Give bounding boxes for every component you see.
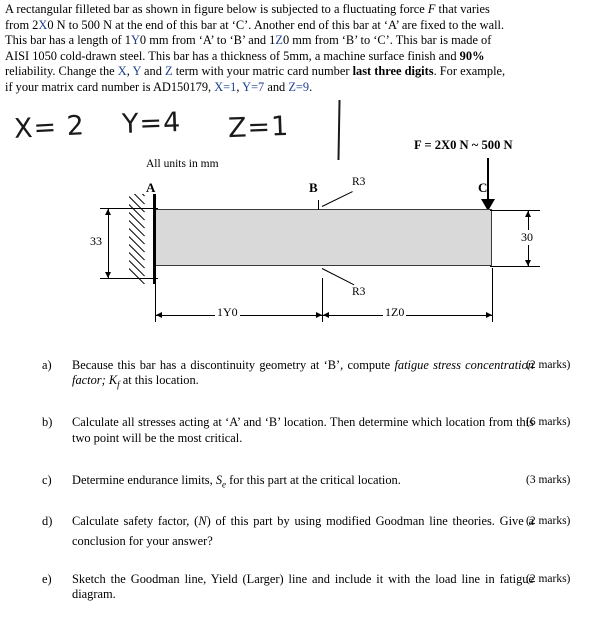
- question-text-subscript: e: [222, 479, 227, 490]
- example-z: Z=9: [288, 79, 310, 94]
- intro-line2-a: from 2: [5, 17, 39, 32]
- dim-bc-arrow-left: [323, 312, 329, 318]
- intro-line5-c: and: [140, 64, 166, 79]
- intro-line6-c: and: [264, 79, 289, 94]
- intro-line1-a: A rectangular filleted bar as shown in figure below is subjected to a fluctuating force: [5, 2, 428, 16]
- question-text-italic: N: [198, 514, 207, 529]
- dim-bc-arrow-right: [486, 312, 492, 318]
- question-text-italic: S: [215, 472, 223, 487]
- dim-left-arrow-bottom: [105, 272, 111, 278]
- question-item: [0, 415, 604, 450]
- dim-right-top-ext: [490, 210, 540, 211]
- question-item: [0, 514, 604, 549]
- ext-line-c: [492, 268, 493, 322]
- variable-y: Y: [130, 33, 140, 48]
- variable-x: X: [38, 17, 48, 32]
- units-note: All units in mm: [146, 158, 219, 170]
- handwritten-x-value: X= 2: [13, 110, 86, 145]
- question-marks: (2 marks): [526, 359, 571, 371]
- intro-line3-c: 0 mm from ‘B’ to ‘C’. This bar is made of: [282, 33, 492, 48]
- intro-line3-b: 0 mm from ‘A’ to ‘B’ and 1: [139, 33, 276, 48]
- dim-left-value: 33: [90, 234, 102, 248]
- question-letter: e): [42, 571, 52, 586]
- intro-line6-d: .: [309, 79, 313, 94]
- label-point-c: C: [478, 180, 488, 195]
- handwritten-y-value: Y=4: [121, 106, 182, 141]
- question-marks: (2 marks): [526, 515, 571, 528]
- intro-line6-b: ,: [236, 79, 243, 94]
- question-marks: (6 marks): [526, 416, 571, 429]
- question-text-part1: Because this bar has a discontinuity geometry at ‘B’, compute: [72, 358, 395, 372]
- question-text-part2: for this part at the critical location.: [226, 472, 401, 487]
- variable-x-2: X: [117, 64, 127, 79]
- variable-y-2: Y: [132, 64, 141, 79]
- last-three-digits: last three digits: [352, 64, 434, 79]
- dim-ab-value: 1Y0: [217, 305, 238, 319]
- question-text-part1: Determine endurance limits,: [72, 472, 216, 487]
- dim-left-bot-ext: [100, 278, 158, 279]
- dim-right-bot-ext: [490, 266, 540, 267]
- question-text-part1: Calculate safety factor, (: [72, 514, 199, 529]
- label-point-a: A: [146, 180, 156, 195]
- fillet-top-label: R3: [352, 176, 366, 188]
- question-text-part1: Calculate all stresses acting at ‘A’ and ‘B’ location. Then determine which location from this two point will be the most critical.: [72, 415, 534, 445]
- dim-right-arrow-top: [525, 211, 531, 217]
- question-letter: b): [42, 415, 53, 430]
- question-text: [72, 358, 534, 393]
- dim-right-value: 30: [521, 230, 533, 244]
- intro-line5-f: . For example,: [433, 64, 506, 79]
- label-point-b: B: [309, 180, 318, 195]
- question-list: [0, 358, 604, 620]
- reliability-value: 90%: [459, 48, 485, 63]
- force-symbol: F: [427, 2, 436, 16]
- question-text-italic: fatigue stress concentration factor; K: [72, 358, 534, 388]
- point-b-tick: [318, 200, 319, 210]
- question-text-part2: ) of this part by using modified Goodman line theories. Give a conclusion for your answer?: [72, 514, 535, 549]
- intro-line5-d: term with your matric card number: [172, 64, 353, 79]
- dim-left-arrow-top: [105, 209, 111, 215]
- dim-left-line: [108, 208, 109, 278]
- question-letter: d): [42, 514, 53, 529]
- question-text: [72, 415, 534, 450]
- intro-line5-b: ,: [126, 64, 133, 79]
- question-text-subscript: f: [117, 379, 120, 390]
- question-text-part2: at this location.: [119, 373, 199, 388]
- intro-line5-a: reliability. Change the: [5, 64, 118, 79]
- variable-z-2: Z: [165, 64, 173, 79]
- dim-bc-value: 1Z0: [385, 305, 405, 319]
- question-text: [72, 473, 534, 493]
- question-letter: a): [42, 358, 52, 372]
- handwritten-z-value: Z=1: [227, 110, 290, 145]
- dim-ab-arrow-left: [156, 312, 162, 318]
- bar-figure: [0, 100, 604, 345]
- variable-z: Z: [275, 33, 283, 48]
- intro-line4-a: AISI 1050 cold-drawn steel. This bar has a thickness of 5mm, a machine surface finish and: [5, 48, 460, 63]
- intro-line1-b: that varies: [435, 2, 490, 16]
- example-x: X=1: [214, 79, 237, 94]
- fillet-bottom-label: R3: [352, 286, 366, 298]
- question-text: [72, 572, 534, 607]
- question-text: [72, 514, 534, 549]
- question-letter: c): [42, 472, 52, 487]
- dim-right-arrow-bottom: [525, 260, 531, 266]
- question-marks: (2 marks): [526, 572, 571, 585]
- intro-line3-a: This bar has a length of 1: [5, 33, 131, 48]
- dim-bc-line: [322, 315, 492, 316]
- question-text-part1: Sketch the Goodman line, Yield (Larger) line and include it with the load line in fatigue diagram.: [72, 571, 534, 602]
- fillet-bottom-leader: [322, 268, 355, 285]
- intro-line6-a: if your matrix card number is AD150179,: [5, 79, 215, 94]
- intro-line2-b: 0 N to 500 N at the end of this bar at ‘C’. Another end of this bar at ‘A’ are fixed to the wall.: [47, 17, 505, 32]
- fillet-top-leader: [322, 191, 353, 207]
- example-y: Y=7: [242, 79, 265, 94]
- force-equation-label: F = 2X0 N ~ 500 N: [414, 138, 513, 152]
- problem-statement: [5, 2, 599, 96]
- question-marks: (3 marks): [526, 473, 571, 486]
- question-item: [0, 358, 604, 393]
- question-item: [0, 473, 604, 493]
- question-item: [0, 572, 604, 607]
- rectangular-bar: [155, 209, 492, 266]
